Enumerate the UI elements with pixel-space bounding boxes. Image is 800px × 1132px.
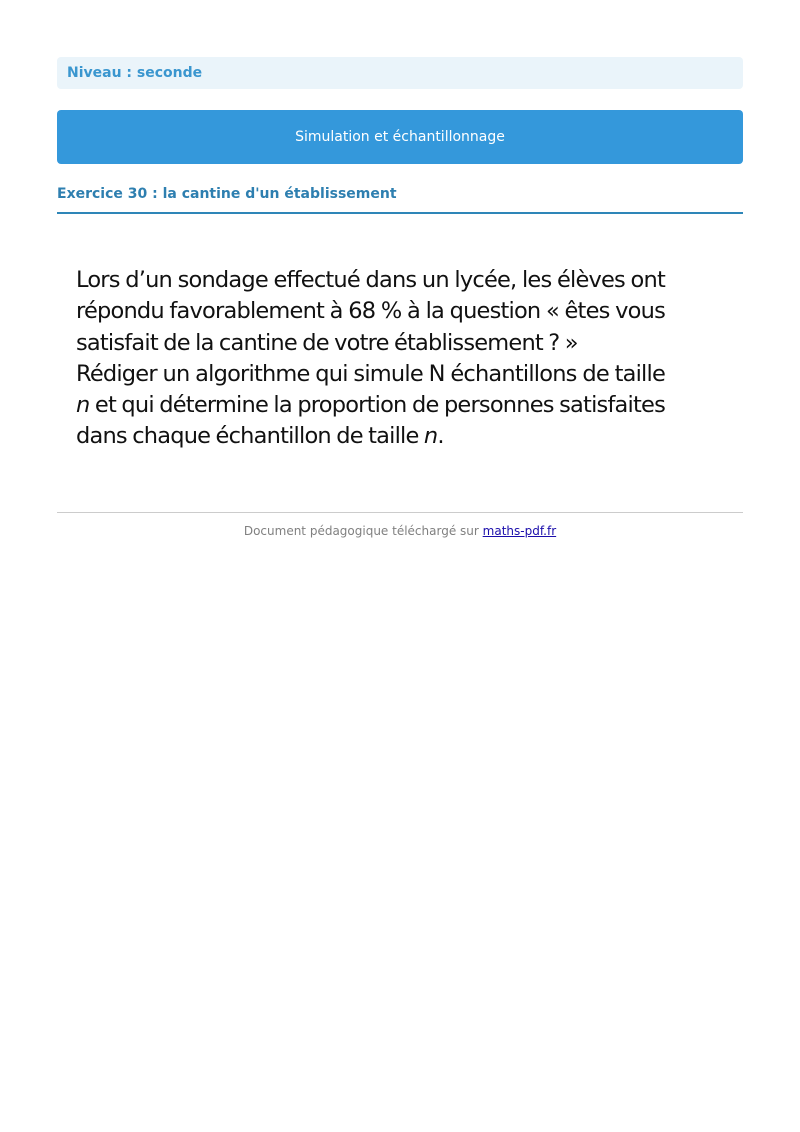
footer-link[interactable]: maths-pdf.fr: [482, 524, 557, 538]
level-text: Niveau : seconde: [67, 65, 203, 81]
exercise-title: Exercice 30 : la cantine d'un établissement: [57, 186, 743, 214]
exercise-paragraph-2: [76, 359, 665, 453]
paragraph-2-text-b: et qui détermine la proportion de personnes satisfaites dans chaque échantillon de taille: [76, 392, 665, 450]
footer-text: Document pédagogique téléchargé sur: [243, 524, 479, 538]
level-label: [57, 57, 743, 89]
topic-text: Simulation et échantillonnage: [295, 129, 505, 145]
footer: [57, 524, 743, 538]
topic-banner: [57, 110, 743, 164]
paragraph-2-period: .: [437, 423, 444, 450]
variable-n: n: [76, 392, 90, 419]
paragraph-2-text-a: Rédiger un algorithme qui simule N échantillons de taille: [76, 360, 665, 387]
footer-divider: [57, 512, 743, 513]
exercise-statement: [76, 265, 665, 453]
exercise-paragraph-1: Lors d’un sondage effectué dans un lycée, les élèves ont répondu favorablement à 68 % à la question « êtes vous satisfait de la cantine de votre établissement ? »: [76, 267, 665, 356]
variable-n-end: n: [423, 423, 438, 450]
